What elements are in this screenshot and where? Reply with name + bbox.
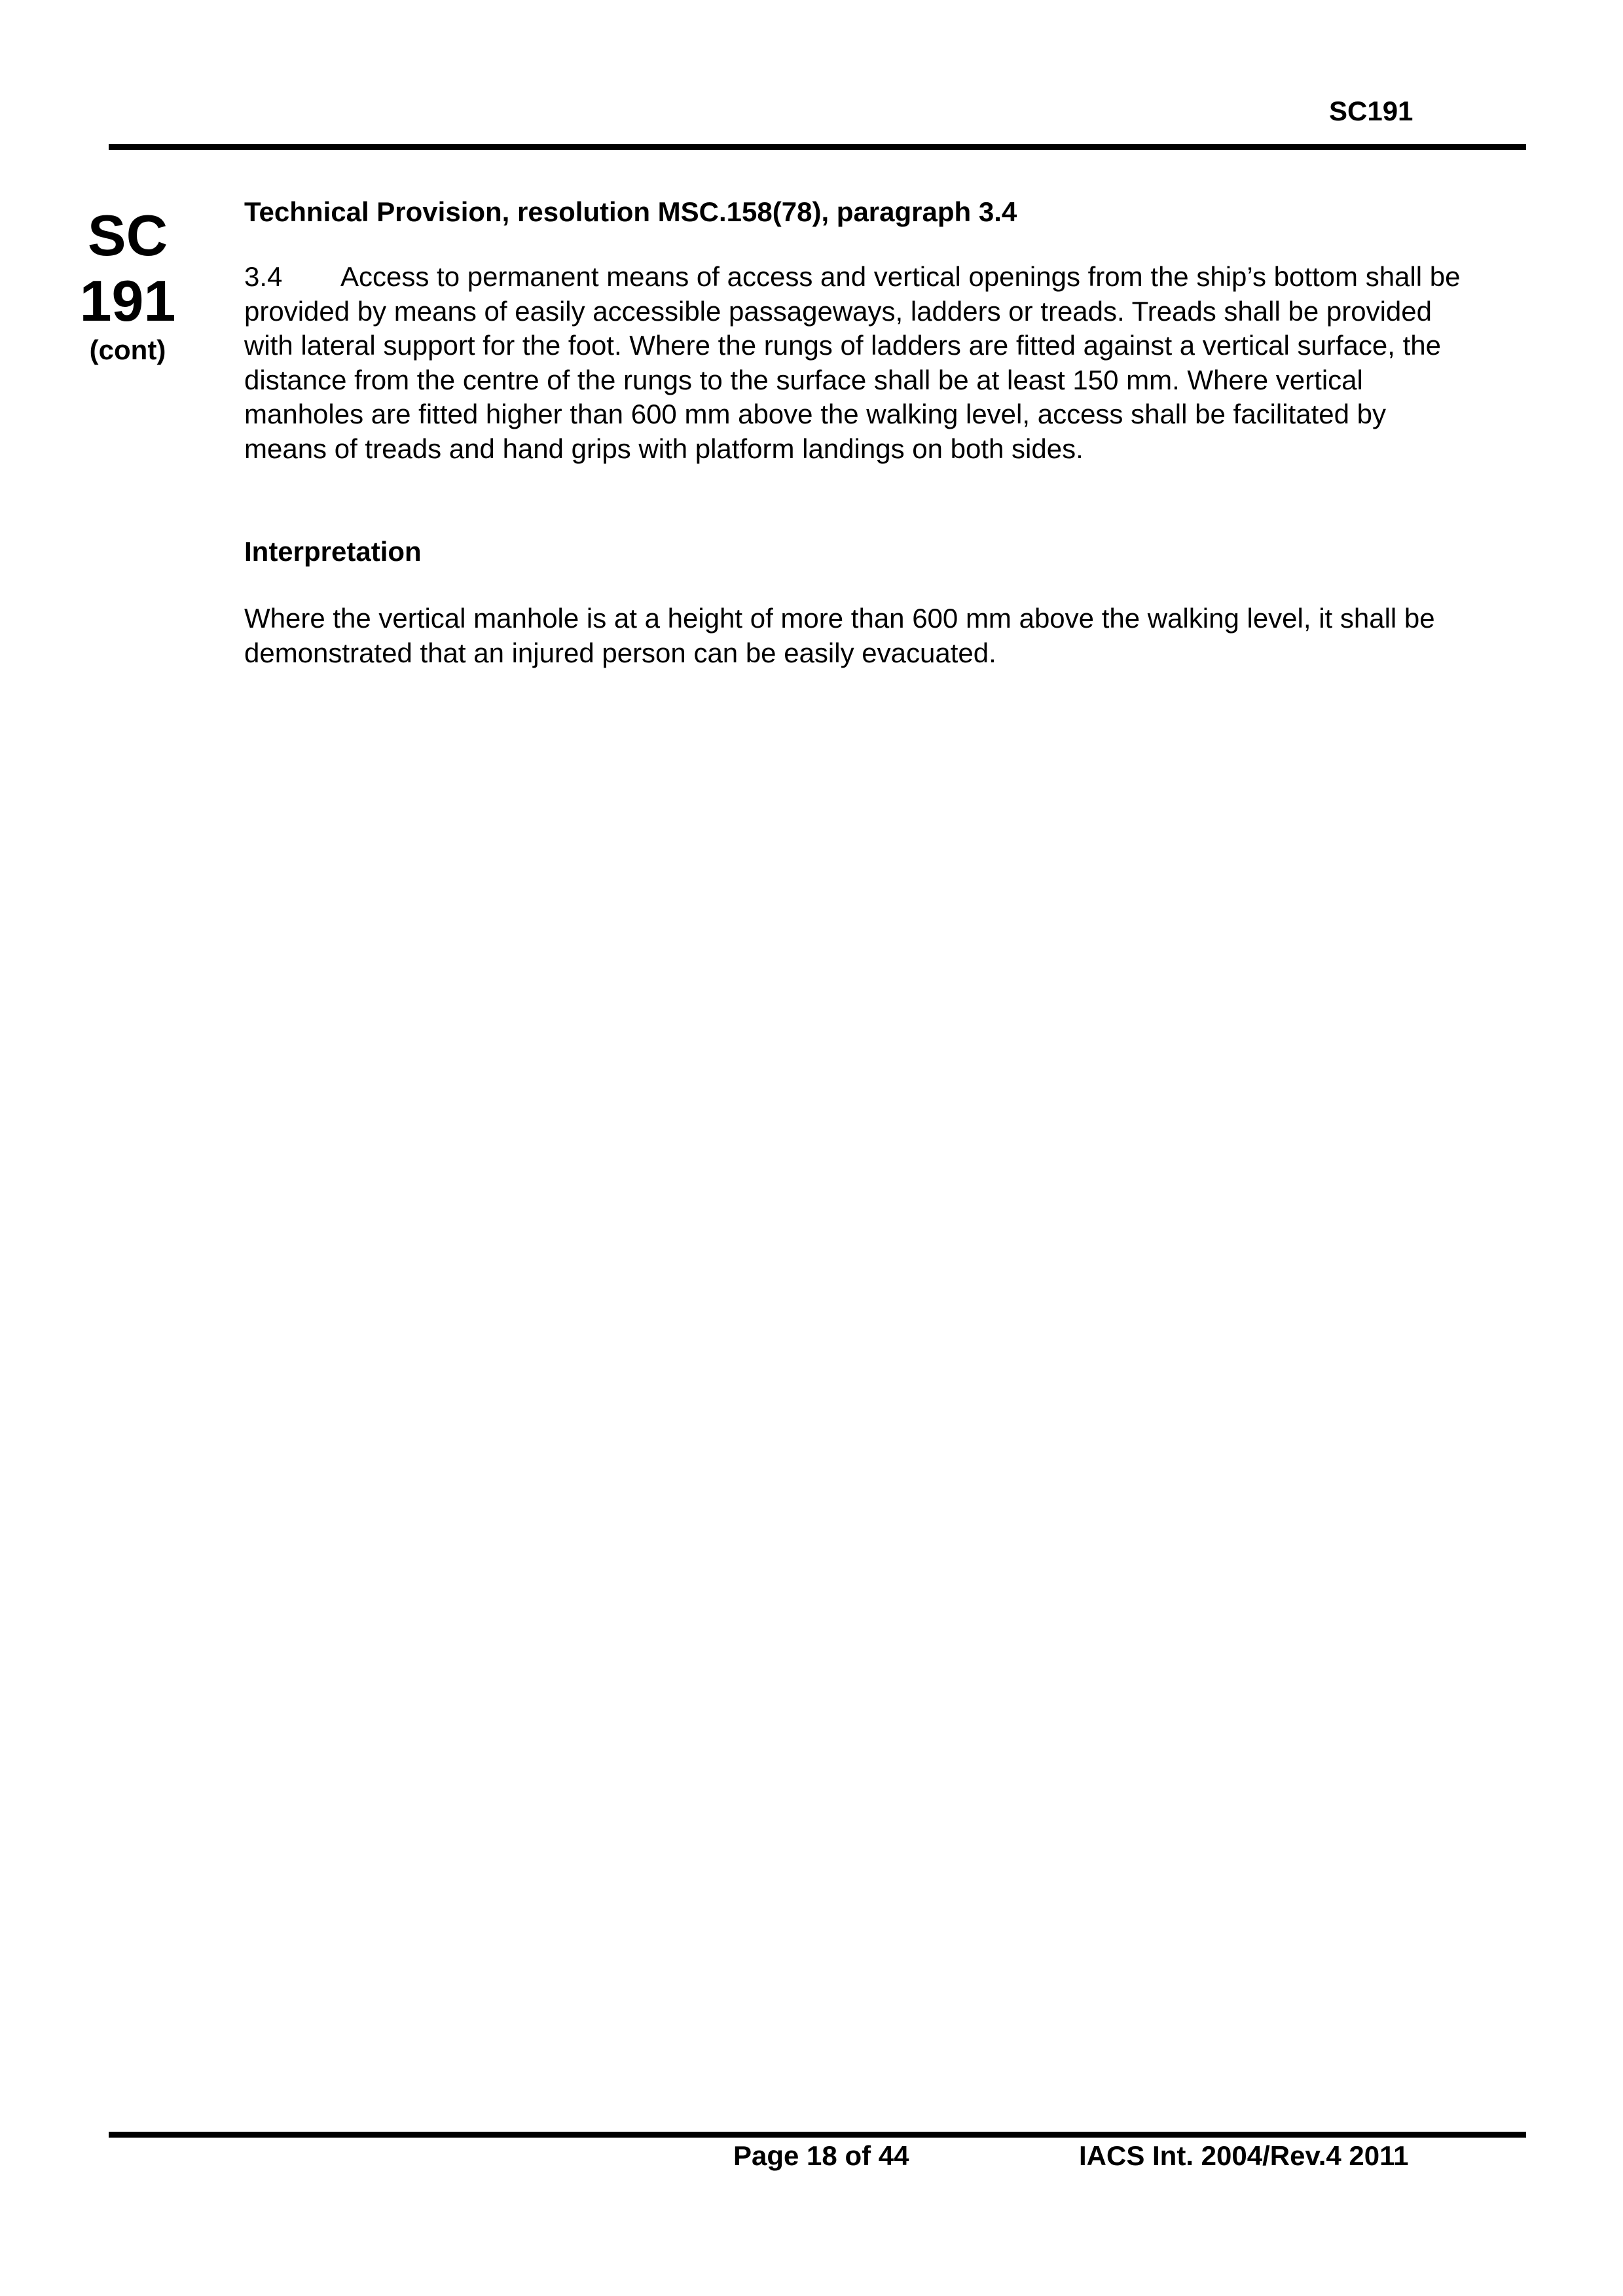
- paragraph-text: Access to permanent means of access and vertical openings from the ship’s bottom shall be provided by means of easily accessible passageways, ladders or treads. Treads shall be provided with lateral support for the foot. Where the rungs of ladders are fitted against a vertical surface, the distance from the centre of the rungs to the surface shall be at least 150 mm. Where vertical manholes are fitted higher than 600 mm above the walking level, access shall be facilitated by means of treads and hand grips with platform landings on both sides.: [244, 261, 1461, 464]
- side-label-sc: SC: [87, 203, 168, 268]
- header-document-code: SC191: [1329, 96, 1413, 126]
- footer-reference: IACS Int. 2004/Rev.4 2011: [1079, 2140, 1409, 2171]
- interpretation-heading: Interpretation: [244, 536, 422, 567]
- footer-page-number: Page 18 of 44: [733, 2140, 909, 2171]
- side-label-number: 191: [79, 268, 176, 333]
- footer-rule: [109, 2132, 1526, 2138]
- provision-paragraph: [244, 260, 1475, 466]
- main-content: [244, 195, 1475, 670]
- paragraph-number: 3.4: [244, 261, 283, 292]
- side-label-cont: (cont): [89, 334, 166, 365]
- interpretation-text: Where the vertical manhole is at a height of more than 600 mm above the walking level, it shall be demonstrated that an injured person can be easily evacuated.: [244, 603, 1435, 668]
- side-label: [79, 203, 177, 367]
- section-heading: Technical Provision, resolution MSC.158(78), paragraph 3.4: [244, 196, 1017, 227]
- header-rule: [109, 144, 1526, 150]
